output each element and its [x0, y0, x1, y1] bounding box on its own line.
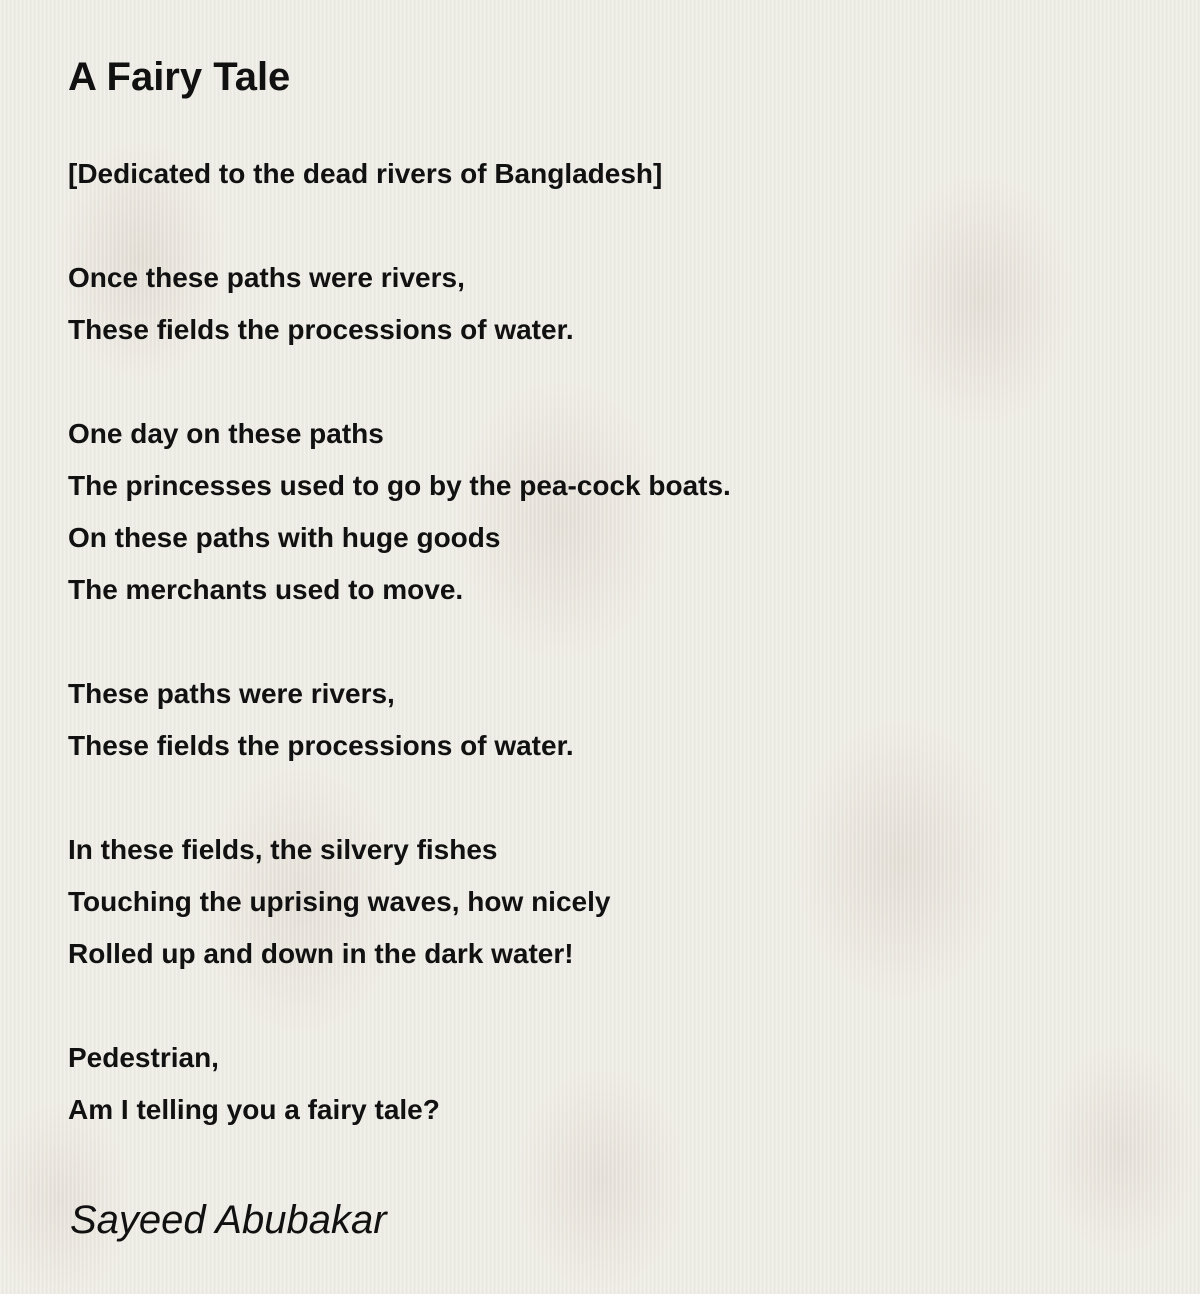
poem-container	[68, 52, 1148, 1188]
poem-line: Touching the uprising waves, how nicely	[68, 886, 611, 917]
poem-author: Sayeed Abubakar	[70, 1198, 387, 1242]
stanza-1	[68, 252, 1148, 356]
stanza-2	[68, 408, 1148, 616]
stanza-5	[68, 1032, 1148, 1136]
poem-line: The princesses used to go by the pea-cock boats.	[68, 470, 731, 501]
stanza-3	[68, 668, 1148, 772]
poem-line: Once these paths were rivers,	[68, 262, 465, 293]
poem-line: Pedestrian,	[68, 1042, 219, 1073]
poem-line: On these paths with huge goods	[68, 522, 501, 553]
poem-line: Am I telling you a fairy tale?	[68, 1094, 440, 1125]
poem-line: [Dedicated to the dead rivers of Bangladesh]	[68, 158, 663, 189]
poem-title: A Fairy Tale	[68, 55, 291, 99]
poem-line: These fields the processions of water.	[68, 730, 574, 761]
poem-line: These paths were rivers,	[68, 678, 395, 709]
stanza-4	[68, 824, 1148, 980]
poem-body	[68, 148, 1148, 1136]
dedication	[68, 148, 1148, 200]
poem-line: In these fields, the silvery fishes	[68, 834, 498, 865]
poem-line: Rolled up and down in the dark water!	[68, 938, 574, 969]
poem-line: The merchants used to move.	[68, 574, 464, 605]
poem-line: These fields the processions of water.	[68, 314, 574, 345]
poem-line: One day on these paths	[68, 418, 384, 449]
